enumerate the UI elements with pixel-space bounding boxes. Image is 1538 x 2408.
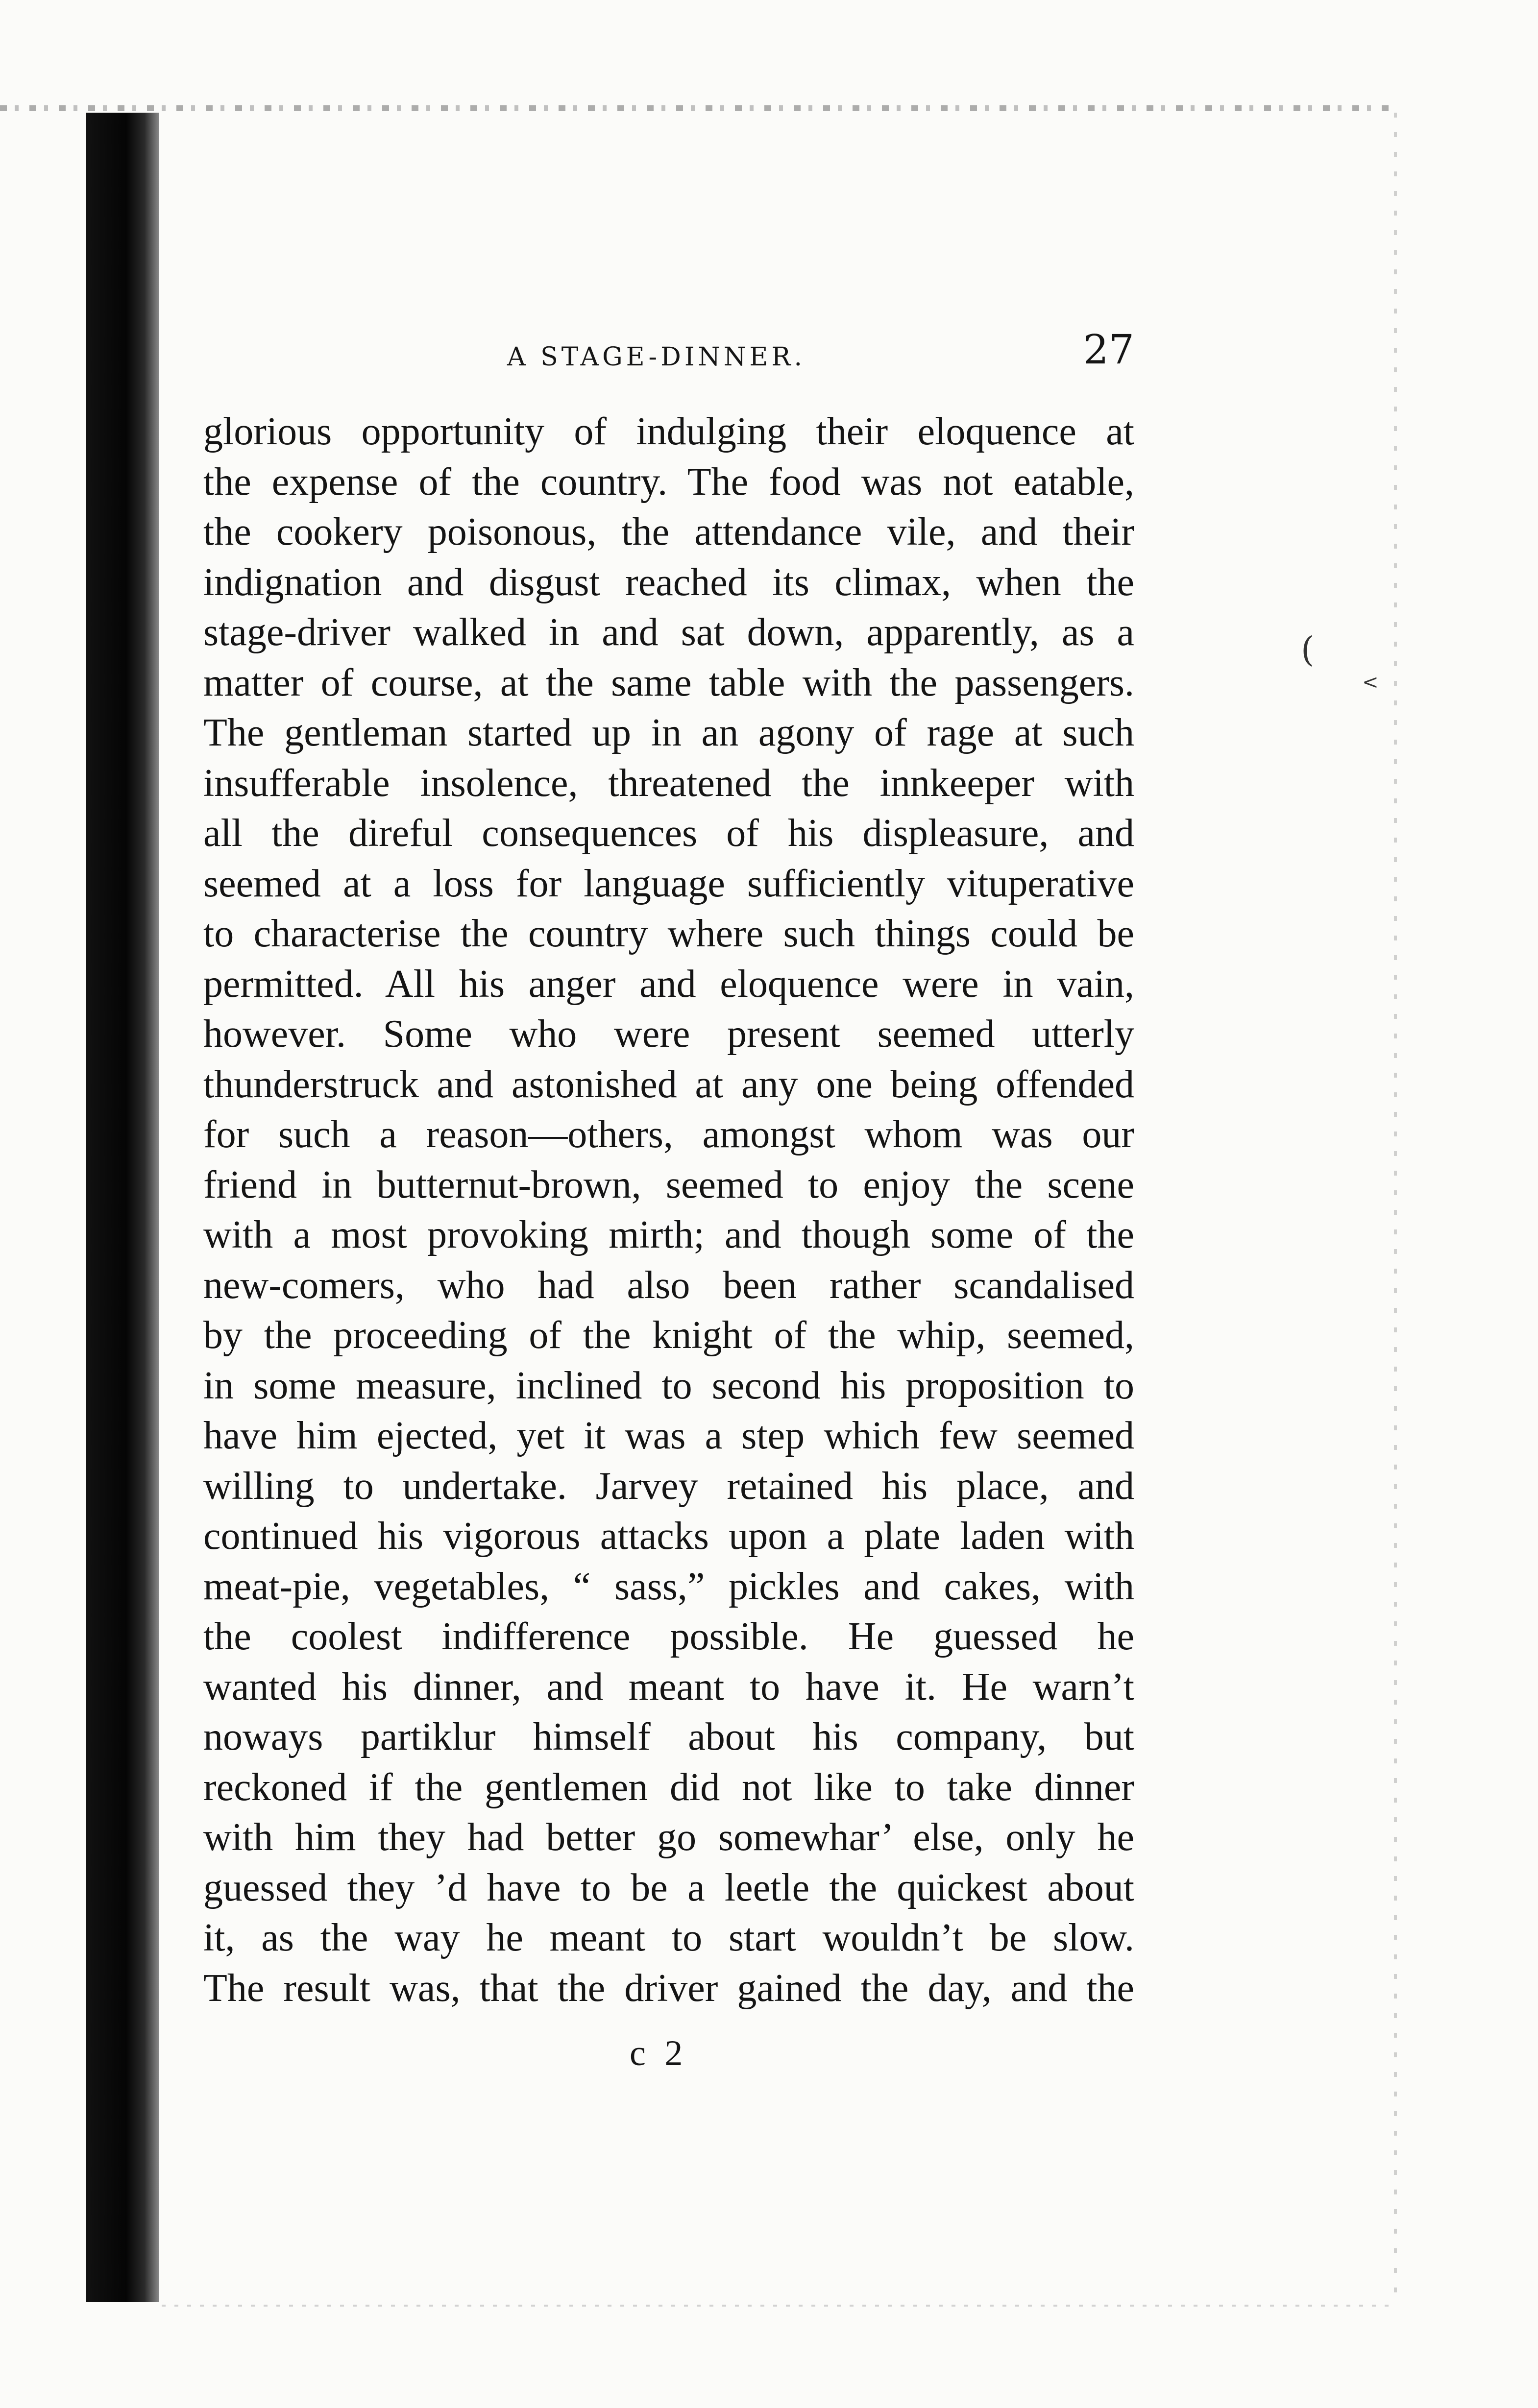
text-line: by the proceeding of the knight of the whip, seemed, <box>203 1314 1134 1357</box>
binding-shadow <box>86 113 159 2302</box>
text-line: thunderstruck and astonished at any one being offended <box>203 1062 1134 1106</box>
text-line: meat-pie, vegetables, “ sass,” pickles and cakes, with <box>203 1565 1134 1608</box>
text-line: friend in butternut-brown, seemed to enjoy the scene <box>203 1163 1134 1206</box>
text-line: the coolest indifference possible. He guessed he <box>203 1615 1134 1658</box>
text-line: guessed they ’d have to be a leetle the quickest about <box>203 1866 1134 1909</box>
margin-mark: ( <box>1301 629 1315 670</box>
text-line: insufferable insolence, threatened the innkeeper with <box>203 761 1134 805</box>
text-line: glorious opportunity of indulging their eloquence at <box>203 410 1134 453</box>
text-line: the cookery poisonous, the attendance vile, and their <box>203 510 1134 554</box>
text-line: with a most provoking mirth; and though some of the <box>203 1213 1134 1256</box>
text-line: permitted. All his anger and eloquence were in vain, <box>203 962 1134 1006</box>
margin-mark: < <box>1362 671 1379 694</box>
text-line: however. Some who were present seemed utterly <box>203 1012 1134 1056</box>
text-line: The gentleman started up in an agony of rage at such <box>203 711 1134 754</box>
text-line: The result was, that the driver gained the day, and the <box>203 1966 1134 2010</box>
page-right-edge <box>1394 113 1397 2292</box>
text-line: continued his vigorous attacks upon a plate laden with <box>203 1515 1134 1558</box>
text-line: to characterise the country where such things could be <box>203 912 1134 955</box>
text-line: seemed at a loss for language sufficiently vituperative <box>203 862 1134 905</box>
text-line: willing to undertake. Jarvey retained his place, and <box>203 1464 1134 1508</box>
text-line: the expense of the country. The food was not eatable, <box>203 460 1134 504</box>
text-line: with him they had better go somewhar’ else, only he <box>203 1816 1134 1859</box>
text-line: noways partiklur himself about his company, but <box>203 1715 1134 1758</box>
signature-mark: c 2 <box>630 2033 688 2073</box>
body-text <box>203 407 1134 2013</box>
running-head-title: A STAGE-DINNER. <box>507 342 806 372</box>
text-line: in some measure, inclined to second his proposition to <box>203 1364 1134 1407</box>
text-line: it, as the way he meant to start wouldn’t be slow. <box>203 1916 1134 1959</box>
text-line: new-comers, who had also been rather scandalised <box>203 1263 1134 1307</box>
text-line: wanted his dinner, and meant to have it. He warn’t <box>203 1665 1134 1709</box>
text-line: stage-driver walked in and sat down, apparently, as a <box>203 611 1134 654</box>
text-line: reckoned if the gentlemen did not like to take dinner <box>203 1765 1134 1809</box>
running-head <box>203 326 1134 380</box>
text-line: matter of course, at the same table with the passengers. <box>203 661 1134 704</box>
text-line: have him ejected, yet it was a step which few seemed <box>203 1414 1134 1457</box>
page-top-edge <box>0 105 1396 111</box>
text-line: all the direful consequences of his displeasure, and <box>203 812 1134 855</box>
text-line: indignation and disgust reached its climax, when the <box>203 560 1134 604</box>
page-number: 27 <box>1083 327 1134 373</box>
page-bottom-edge <box>162 2305 1396 2307</box>
text-line: for such a reason—others, amongst whom was our <box>203 1113 1134 1156</box>
